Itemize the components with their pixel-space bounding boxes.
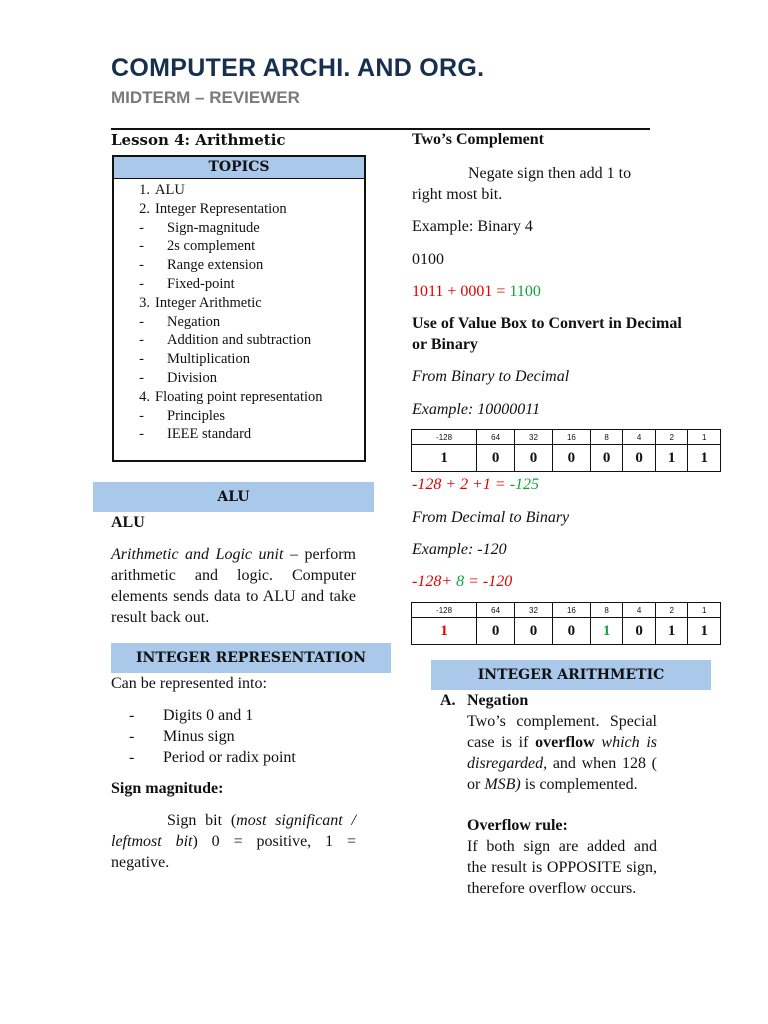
topic-item: [114, 237, 364, 256]
bit-cell: 0: [477, 618, 515, 645]
topic-text: Principles: [167, 407, 225, 424]
twos-complement-desc: Negate sign then add 1 to right most bit.: [412, 165, 632, 203]
topic-item: [114, 219, 364, 238]
value-header-cell: 4: [623, 430, 656, 445]
topic-item: [114, 407, 364, 426]
topic-marker: 2.: [139, 200, 150, 217]
value-header-cell: 32: [515, 430, 553, 445]
document-subtitle: MIDTERM – REVIEWER: [111, 88, 300, 107]
topic-item: [114, 388, 364, 407]
topic-text: Division: [167, 369, 217, 386]
topic-item: [114, 200, 364, 219]
representation-item: [111, 705, 296, 726]
value-header-cell: 8: [590, 603, 623, 618]
bit-cell: 0: [623, 618, 656, 645]
topic-text: Integer Representation: [155, 200, 287, 217]
topic-item: [114, 331, 364, 350]
list-dash: -: [129, 749, 135, 766]
negation-text: Two’s complement. Special case is if overflow which is disregarded, and when 128 ( or MSB) is complemented.: [467, 713, 657, 793]
topic-text: Floating point representation: [155, 388, 323, 405]
topic-text: ALU: [155, 182, 185, 198]
negation-heading: Negation: [467, 692, 529, 709]
decimal-example: Example: -120: [412, 541, 507, 558]
binary-sum: -128 + 2 +1 = -125: [412, 476, 540, 493]
from-binary-label: From Binary to Decimal: [412, 368, 570, 385]
from-decimal-label: From Decimal to Binary: [412, 509, 570, 526]
representation-item: [111, 726, 296, 747]
twos-complement-heading: Two’s Complement: [412, 131, 544, 148]
twos-example: Example: Binary 4: [412, 218, 533, 235]
bit-cell: 0: [552, 445, 590, 472]
integer-arithmetic-band: INTEGER ARITHMETIC: [431, 660, 711, 690]
value-header-cell: 2: [655, 603, 688, 618]
bit-cell: 1: [655, 445, 688, 472]
value-header-cell: 4: [623, 603, 656, 618]
topic-marker: -: [139, 313, 144, 330]
topic-item: [114, 275, 364, 294]
topic-marker: -: [139, 238, 144, 255]
overflow-rule-heading: Overflow rule:: [467, 817, 568, 834]
bit-cell: 1: [688, 445, 721, 472]
topic-marker: -: [139, 426, 144, 443]
representation-text: Digits 0 and 1: [163, 707, 254, 724]
value-header-cell: 16: [552, 603, 590, 618]
decimal-sum: -128+ 8 = -120: [412, 573, 513, 590]
negation-label: A.: [440, 692, 456, 709]
topic-text: Fixed-point: [167, 275, 235, 292]
alu-definition-text: – perform arithmetic and logic. Computer elements sends data to ALU and take result back out.: [111, 546, 357, 626]
topic-item: [114, 294, 364, 313]
topic-marker: 3.: [139, 294, 150, 311]
topic-text: Sign-magnitude: [167, 219, 260, 236]
value-header-cell: -128: [412, 603, 477, 618]
value-header-cell: 32: [515, 603, 553, 618]
sign-magnitude-text: Sign bit (most significant / leftmost bit) 0 = positive, 1 = negative.: [111, 812, 356, 871]
topic-marker: -: [139, 351, 144, 368]
bit-cell: 0: [477, 445, 515, 472]
topic-item: [114, 181, 364, 200]
overflow-rule-text: If both sign are added and the result is OPPOSITE sign, therefore overflow occurs.: [467, 838, 657, 897]
representation-text: Minus sign: [163, 728, 235, 745]
representation-item: [111, 747, 296, 768]
list-dash: -: [129, 728, 135, 745]
sign-magnitude-heading: Sign magnitude:: [111, 780, 224, 797]
list-dash: -: [129, 707, 135, 724]
bit-cell: 1: [412, 445, 477, 472]
bit-cell: 0: [515, 618, 553, 645]
bit-cell: 1: [590, 618, 623, 645]
alu-term: Arithmetic and Logic unit: [111, 546, 284, 563]
bit-cell: 0: [623, 445, 656, 472]
topic-marker: -: [139, 257, 144, 274]
topics-box: [112, 155, 366, 462]
representation-text: Period or radix point: [163, 749, 296, 766]
topic-marker: 1.: [139, 182, 150, 198]
alu-band: ALU: [93, 482, 374, 512]
binary-example: Example: 10000011: [412, 401, 541, 418]
topic-marker: -: [139, 369, 144, 386]
bit-cell: 0: [590, 445, 623, 472]
bit-cell: 1: [688, 618, 721, 645]
bit-cell: 1: [412, 618, 477, 645]
value-header-cell: -128: [412, 430, 477, 445]
value-box-table-2: [411, 602, 721, 645]
topics-list: [114, 179, 364, 444]
bit-cell: 0: [552, 618, 590, 645]
topic-item: [114, 313, 364, 332]
alu-heading: ALU: [111, 514, 145, 531]
topic-item: [114, 425, 364, 444]
value-header-cell: 64: [477, 603, 515, 618]
twos-calc: 1011 + 0001 = 1100: [412, 283, 541, 300]
topic-item: [114, 350, 364, 369]
topic-marker: -: [139, 219, 144, 236]
topic-text: Negation: [167, 313, 221, 330]
header-rule: [111, 128, 650, 130]
topic-item: [114, 256, 364, 275]
topics-heading: TOPICS: [114, 157, 364, 179]
topic-text: Integer Arithmetic: [155, 294, 262, 311]
topic-text: 2s complement: [167, 238, 256, 255]
alu-definition: [111, 544, 356, 628]
value-header-cell: 1: [688, 430, 721, 445]
value-header-cell: 64: [477, 430, 515, 445]
topic-item: [114, 369, 364, 388]
topic-text: Multiplication: [167, 351, 250, 368]
document-title: COMPUTER ARCHI. AND ORG.: [111, 54, 485, 82]
bit-cell: 1: [655, 618, 688, 645]
topic-marker: -: [139, 275, 144, 292]
value-box-heading: Use of Value Box to Convert in Decimal or Binary: [412, 315, 682, 353]
topic-text: IEEE standard: [167, 426, 252, 443]
integer-rep-intro: Can be represented into:: [111, 675, 267, 692]
topic-marker: -: [139, 332, 144, 349]
integer-rep-list: [111, 705, 296, 768]
value-header-cell: 1: [688, 603, 721, 618]
value-box-table-1: [411, 429, 721, 472]
integer-representation-band: INTEGER REPRESENTATION: [111, 643, 391, 673]
topic-marker: 4.: [139, 388, 150, 405]
topic-marker: -: [139, 407, 144, 424]
value-header-cell: 16: [552, 430, 590, 445]
bit-cell: 0: [515, 445, 553, 472]
twos-binary: 0100: [412, 251, 444, 268]
value-header-cell: 2: [655, 430, 688, 445]
value-header-cell: 8: [590, 430, 623, 445]
lesson-title: Lesson 4: Arithmetic: [111, 131, 286, 149]
topic-text: Addition and subtraction: [167, 332, 312, 349]
topic-text: Range extension: [167, 257, 264, 274]
